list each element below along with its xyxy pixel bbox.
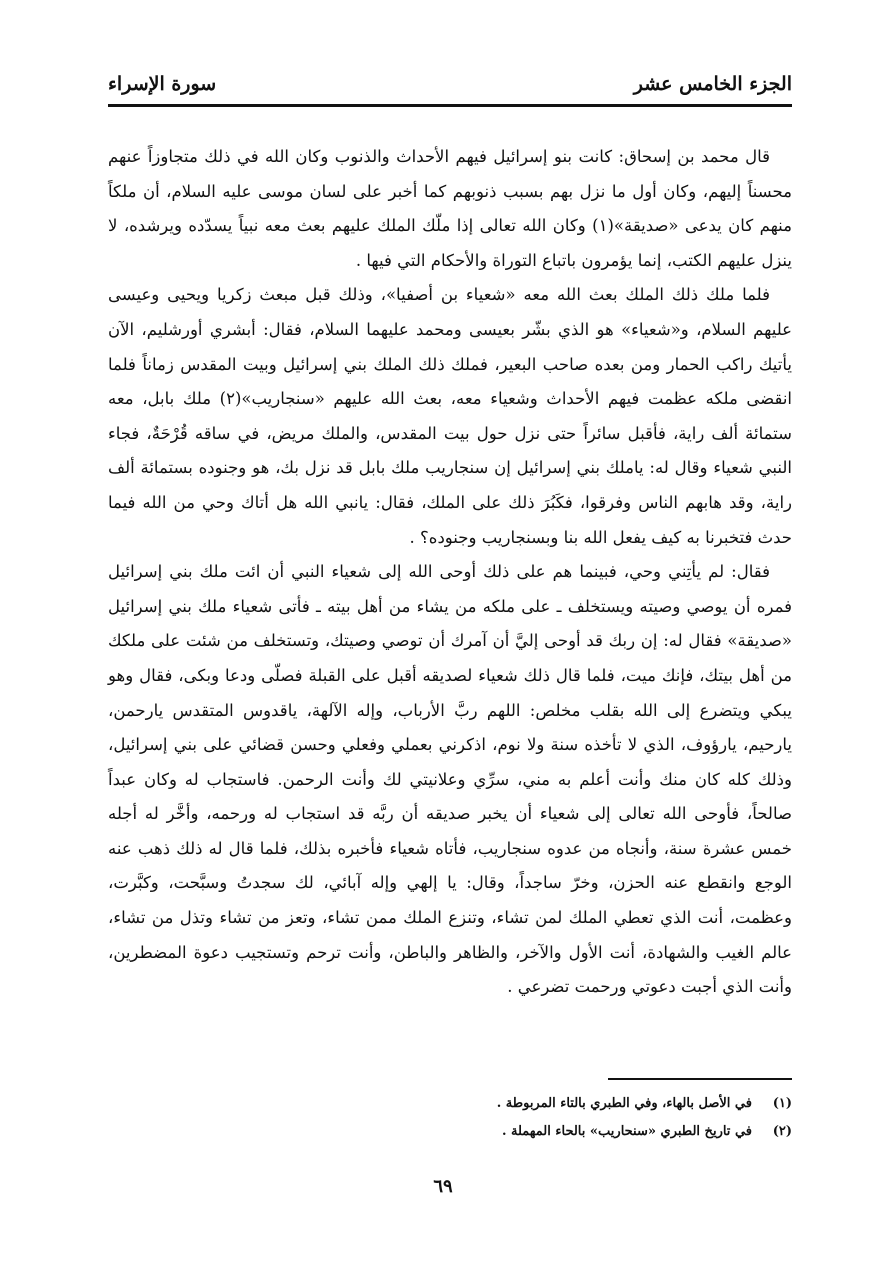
paragraph: فقال: لم يأتِني وحي، فبينما هم على ذلك أوحى الله إلى شعياء النبي أن ائت ملك بني إسرائيل فمره أن يوصي وصيته ويستخلف ـ على ملكه من يشاء من أهل بيته ـ فأتى شعياء ملك بني إسرائيل «صديقة» فقال له: إن ربك قد أوحى إليَّ أن آمرك أن توصي وصيتك، وتستخلف من شئت على ملكك من أهل بيتك، فإنك ميت، فلما قال ذلك شعياء لصديقه أقبل على القبلة فصلّى ودعا وبكى، فقال وهو يبكي ويتضرع إلى الله بقلب مخلص: اللهم ربَّ الأرباب، وإله الآلهة، ياقدوس المتقدس يارحمن، يارحيم، يارؤوف، الذي لا تأخذه سنة ولا نوم، اذكرني بعملي وفعلي وحسن قضائي على بني إسرائيل، وذلك كله كان منك وأنت أعلم به مني، سرِّي وعلانيتي لك وأنت الرحمن. فاستجاب له وكان عبداً صالحاً، فأوحى الله تعالى إلى شعياء أن يخبر صديقه أن ربَّه قد استجاب له ورحمه، وأخَّر له أجله خمس عشرة سنة، وأنجاه من عدوه سنجاريب، فأتاه شعياء فأخبره بذلك، فلما قال له ذلك ذهب عنه الوجع وانقطع عنه الحزن، وخرّ ساجداً، وقال: يا إلهي وإله آبائي، لك سجدتُ وسبَّحت، وكبَّرت، وعظمت، أنت الذي تعطي الملك لمن تشاء، وتنزع الملك ممن تشاء، وتعز من تشاء وتذل من تشاء، عالم الغيب والشهادة، أنت الأول والآخر، والظاهر والباطن، وأنت ترحم وتستجيب دعوة المضطرين، وأنت الذي أجبت دعوتي ورحمت تضرعي . bbox=[108, 562, 792, 997]
header-rule bbox=[108, 104, 792, 107]
footnote-item bbox=[108, 1090, 792, 1118]
running-header bbox=[108, 66, 792, 102]
footnote-number: (٢) bbox=[772, 1124, 792, 1139]
footnote-text: في تاريخ الطبري «سنحاريب» بالحاء المهملة . bbox=[501, 1124, 752, 1139]
header-part-title: الجزء الخامس عشر bbox=[633, 73, 792, 95]
paragraph: فلما ملك ذلك الملك بعث الله معه «شعياء بن أصفيا»، وذلك قبل مبعث زكريا ويحيى وعيسى عليهم السلام، و«شعياء» هو الذي بشّر بعيسى ومحمد عليهما السلام، فقال: أبشري أورشليم، الآن يأتيك راكب الحمار ومن بعده صاحب البعير، فملك ذلك الملك بني إسرائيل وبيت المقدس زماناً فلما انقضى ملكه عظمت فيهم الأحداث وشعياء معه، بعث الله عليهم «سنجاريب»(٢) ملك بابل، معه ستمائة ألف راية، فأقبل سائراً حتى نزل حول بيت المقدس، والملك مريض، في ساقه قُرْحَةٌ، فجاء النبي شعياء وقال له: ياملك بني إسرائيل إن سنجاريب ملك بابل قد نزل بك، هو وجنوده بستمائة ألف راية، وقد هابهم الناس وفرقوا، فكَبُرَ ذلك على الملك، فقال: يانبي الله هل أتاك وحي من الله فيما حدث فتخبرنا به كيف يفعل الله بنا وبسنجاريب وجنوده؟ . bbox=[108, 285, 793, 547]
body-text bbox=[108, 140, 792, 1005]
footnote-number: (١) bbox=[772, 1096, 792, 1111]
page-number: ٦٩ bbox=[433, 1176, 453, 1197]
paragraph: قال محمد بن إسحاق: كانت بنو إسرائيل فيهم الأحداث والذنوب وكان الله في ذلك متجاوزاً عنهم محسناً إليهم، وكان أول ما نزل بهم بسبب ذنوبهم كما أخبر على لسان موسى عليه السلام، أن ملكاً منهم كان يدعى «صديقة»(١) وكان الله تعالى إذا ملّك الملك عليهم بعث معه نبياً يسدّده ويرشده، لا ينزل عليهم الكتب، إنما يؤمرون باتباع التوراة والأحكام التي فيها . bbox=[108, 147, 792, 270]
footnotes bbox=[108, 1090, 792, 1146]
footnote-item bbox=[108, 1118, 792, 1146]
footnote-text: في الأصل بالهاء، وفي الطبري بالتاء المربوطة . bbox=[496, 1096, 752, 1111]
header-surah-title: سورة الإسراء bbox=[108, 73, 217, 95]
footnote-rule bbox=[608, 1078, 792, 1080]
